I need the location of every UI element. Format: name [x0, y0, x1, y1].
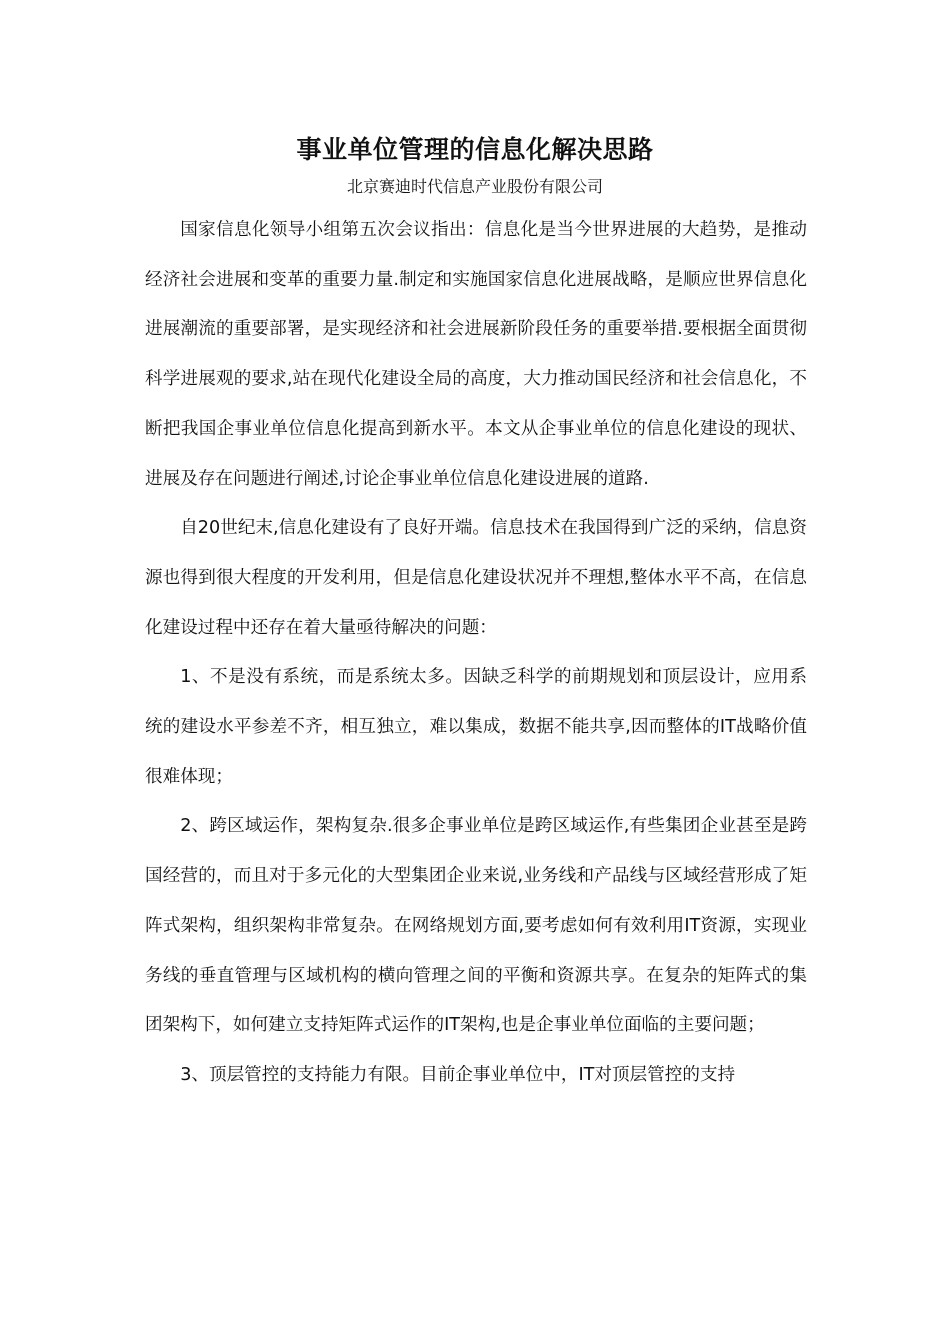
document-subtitle: 北京赛迪时代信息产业股份有限公司 — [346, 177, 603, 196]
paragraph-issue-1: 1、不是没有系统，而是系统太多。因缺乏科学的前期规划和顶层设计，应用系统的建设水平参差不齐，相互独立，难以集成，数据不能共享,因而整体的IT战略价值很难体现； — [145, 667, 807, 787]
paragraph-issue-3: 3、顶层管控的支持能力有限。目前企事业单位中，IT对顶层管控的支持 — [180, 1064, 736, 1085]
paragraph-background: 自20世纪末,信息化建设有了良好开端。信息技术在我国得到广泛的采纳，信息资源也得到很大程度的开发利用，但是信息化建设状况并不理想,整体水平不高，在信息化建设过程中还存在着大量亟待解决的问题： — [145, 518, 807, 638]
document-title: 事业单位管理的信息化解决思路 — [296, 135, 654, 164]
paragraph-intro: 国家信息化领导小组第五次会议指出：信息化是当今世界进展的大趋势，是推动经济社会进展和变革的重要力量.制定和实施国家信息化进展战略，是顺应世界信息化进展潮流的重要部署，是实现经济和社会进展新阶段任务的重要举措.要根据全面贯彻科学进展观的要求,站在现代化建设全局的高度，大力推动国民经济和社会信息化，不断把我国企事业单位信息化提高到新水平。本文从企事业单位的信息化建设的现状、进展及存在问题进行阐述,讨论企事业单位信息化建设进展的道路. — [145, 220, 807, 489]
paragraph-issue-2: 2、跨区域运作，架构复杂.很多企事业单位是跨区域运作,有些集团企业甚至是跨国经营的，而且对于多元化的大型集团企业来说,业务线和产品线与区域经营形成了矩阵式架构，组织架构非常复杂。在网络规划方面,要考虑如何有效利用IT资源，实现业务线的垂直管理与区域机构的横向管理之间的平衡和资源共享。在复杂的矩阵式的集团架构下，如何建立支持矩阵式运作的IT架构,也是企事业单位面临的主要问题； — [145, 816, 807, 1036]
document-body — [145, 206, 807, 1101]
